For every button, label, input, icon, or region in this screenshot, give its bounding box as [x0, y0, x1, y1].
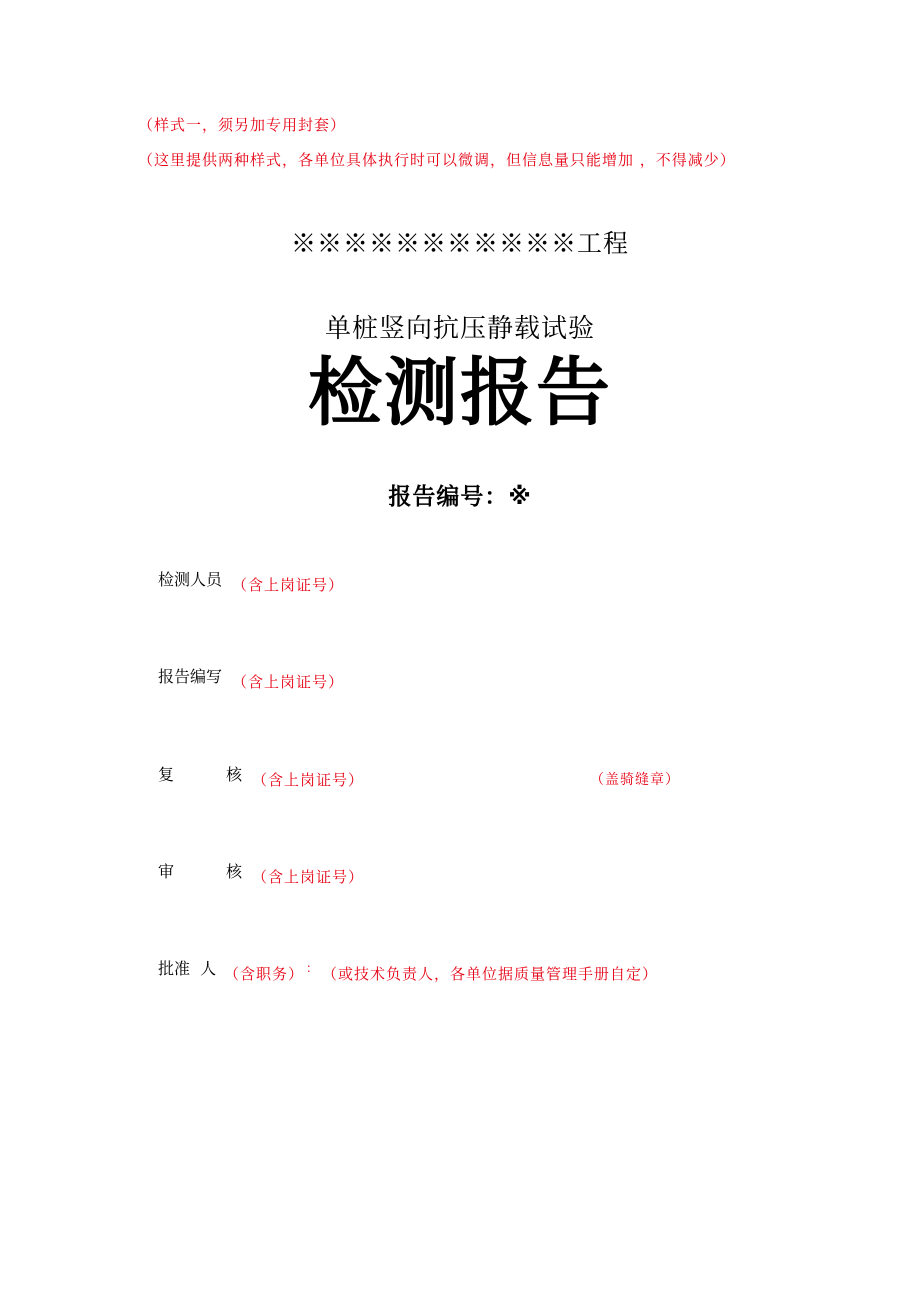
approver-colon: ： — [306, 961, 320, 975]
report-title: 检测报告 — [308, 350, 612, 436]
reviewer-label-a: 复 — [158, 765, 175, 784]
report-number: 报告编号：※ — [388, 484, 532, 510]
reviewer-label-b: 核 — [226, 765, 243, 784]
style-note-line2: （这里提供两种样式，各单位具体执行时可以微调，但信息量只能增加 ，不得减少） — [138, 151, 736, 169]
writer-note: （含上岗证号） — [232, 673, 345, 691]
auditor-label-a: 审 — [158, 862, 175, 881]
project-name: ※※※※※※※※※※※工程 — [290, 229, 629, 258]
seal-note: （盖骑缝章） — [590, 772, 680, 788]
inspector-note: （含上岗证号） — [232, 576, 345, 594]
auditor-note: （含上岗证号） — [252, 868, 365, 886]
style-note-line1: （样式一，须另加专用封套） — [138, 116, 347, 134]
inspector-label: 检测人员 — [158, 570, 223, 589]
report-subtitle: 单桩竖向抗压静载试验 — [324, 314, 595, 344]
approver-note: （含职务） — [224, 965, 305, 983]
reviewer-note: （含上岗证号） — [252, 771, 365, 789]
approver-note2: （或技术负责人，各单位据质量管理手册自定） — [322, 965, 659, 983]
approver-label: 批准 人 — [158, 959, 217, 978]
writer-label: 报告编写 — [158, 667, 223, 686]
auditor-label-b: 核 — [226, 862, 243, 881]
